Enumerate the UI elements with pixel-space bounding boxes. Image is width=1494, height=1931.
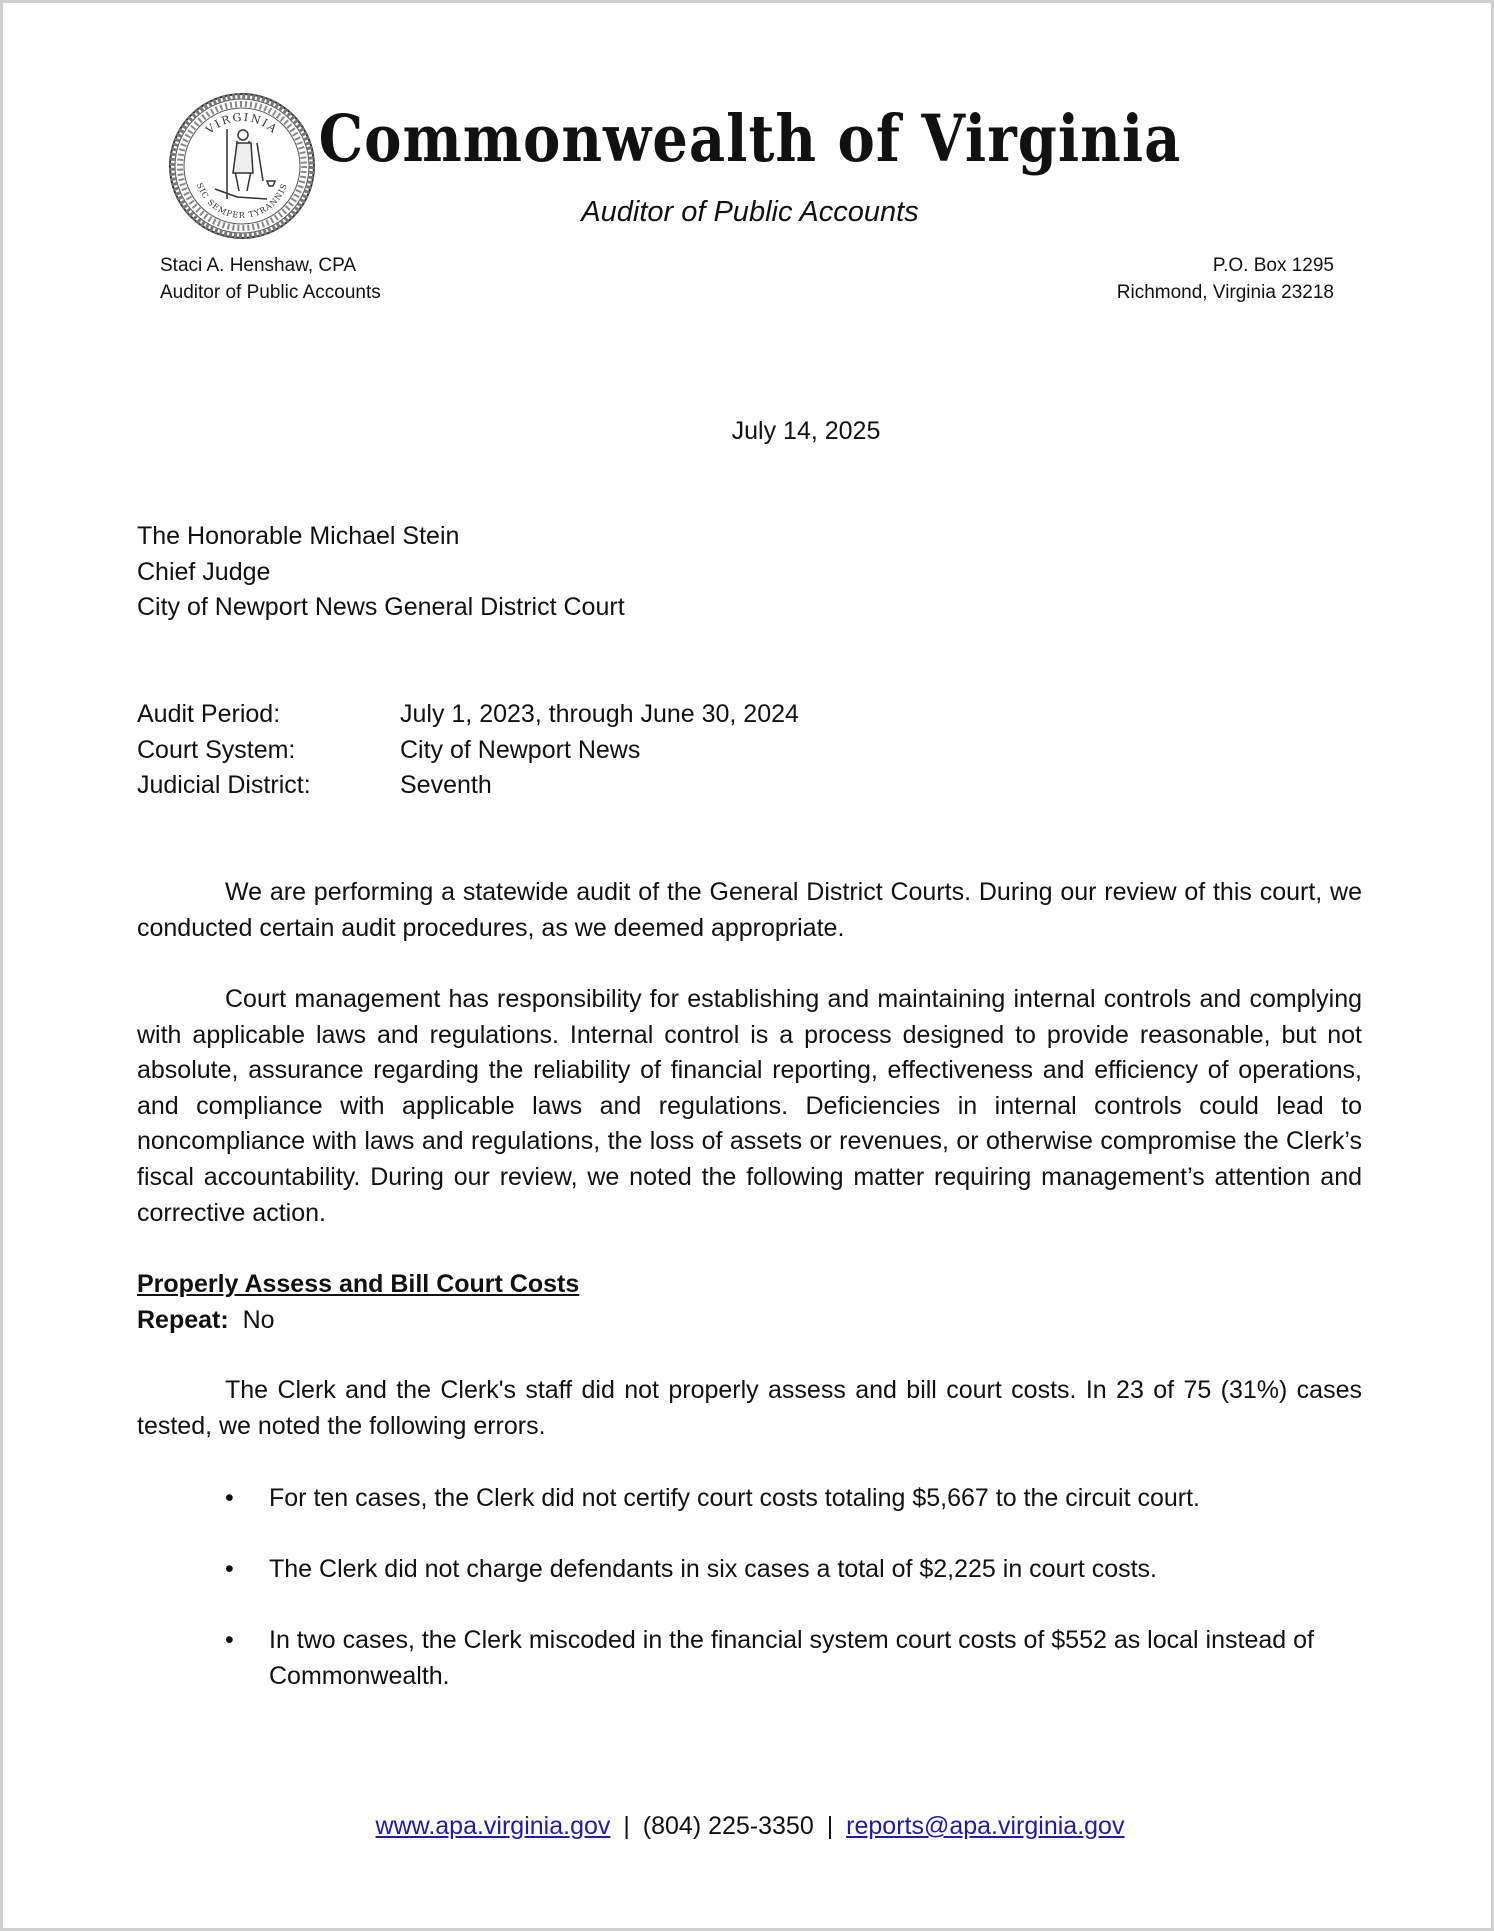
- list-item-text: In two cases, the Clerk miscoded in the financial system court costs of $552 as local instead of Commonwealth.: [269, 1626, 1314, 1690]
- audit-period-label: Audit Period:: [137, 700, 281, 728]
- sender-block: [160, 252, 381, 306]
- sender-title: Auditor of Public Accounts: [160, 282, 381, 303]
- management-paragraph-text: Court management has responsibility for establishing and maintaining internal controls and complying with applicable laws and regulations. Internal control is a process designed to provide reasonable, but not absolute, assurance regarding the reliability of financial reporting, effectiveness and efficiency of operations, and compliance with applicable laws and regulations. Deficiencies in internal controls could lead to noncompliance with laws and regulations, the loss of assets or revenues, or otherwise compromise the Clerk’s fiscal accountability. During our review, we noted the following matter requiring management’s attention and corrective action.: [137, 985, 1362, 1227]
- footer-separator: |: [623, 1812, 630, 1840]
- finding-repeat: [137, 1303, 275, 1339]
- email-link[interactable]: reports@apa.virginia.gov: [846, 1812, 1125, 1840]
- bullet-icon: •: [225, 1484, 234, 1512]
- address-line-1: P.O. Box 1295: [1212, 255, 1334, 276]
- list-item-text: For ten cases, the Clerk did not certify court costs totaling $5,667 to the circuit court.: [269, 1484, 1200, 1512]
- letterhead-subtitle: Auditor of Public Accounts: [581, 196, 919, 228]
- addressee-name: The Honorable Michael Stein: [137, 522, 460, 550]
- phone-number: (804) 225-3350: [642, 1812, 814, 1840]
- repeat-value: No: [242, 1306, 275, 1334]
- bullet-icon: •: [225, 1555, 234, 1584]
- list-item-text: The Clerk did not charge defendants in six cases a total of $2,225 in court costs.: [269, 1555, 1158, 1584]
- mailing-address: [1117, 252, 1334, 306]
- court-system-label: Court System:: [137, 735, 296, 764]
- management-paragraph: [137, 982, 1362, 1231]
- finding-summary-text: The Clerk and the Clerk's staff did not properly assess and bill court costs. In 23 of 75 (31%) cases tested, we noted the following errors.: [137, 1376, 1362, 1440]
- letter-date: July 14, 2025: [731, 417, 881, 445]
- audit-info-row: [137, 697, 799, 733]
- audit-info: [137, 697, 799, 804]
- audit-info-row: [137, 733, 799, 769]
- addressee-block: [137, 519, 625, 626]
- addressee-organization: City of Newport News General District Court: [137, 593, 625, 622]
- addressee-title: Chief Judge: [137, 557, 271, 586]
- website-link[interactable]: www.apa.virginia.gov: [375, 1812, 611, 1840]
- letterhead-title: Commonwealth of Virginia: [318, 101, 1182, 177]
- list-item: [137, 1623, 1362, 1694]
- footer-contact: [3, 1809, 1494, 1844]
- seal-top-text: VIRGINIA: [203, 110, 281, 137]
- bullet-icon: •: [225, 1626, 234, 1655]
- repeat-label: Repeat:: [137, 1306, 229, 1334]
- court-system-value: City of Newport News: [400, 735, 641, 764]
- intro-paragraph-text: We are performing a statewide audit of the General District Courts. During our review of this court, we conducted certain audit procedures, as we deemed appropriate.: [137, 878, 1362, 942]
- list-item: [137, 1552, 1362, 1588]
- audit-period-value: July 1, 2023, through June 30, 2024: [400, 700, 799, 728]
- list-item: [137, 1481, 1362, 1517]
- judicial-district-value: Seventh: [400, 771, 492, 800]
- sender-name: Staci A. Henshaw, CPA: [160, 255, 357, 276]
- finding-title: Properly Assess and Bill Court Costs: [137, 1270, 580, 1298]
- footer-separator: |: [826, 1812, 834, 1840]
- intro-paragraph: [137, 875, 1362, 946]
- seal-bottom-text: SIC SEMPER TYRANNIS: [194, 181, 290, 221]
- finding-summary: [137, 1373, 1362, 1444]
- error-list: [137, 1481, 1362, 1730]
- audit-info-row: [137, 768, 799, 804]
- judicial-district-label: Judicial District:: [137, 771, 311, 800]
- address-line-2: Richmond, Virginia 23218: [1116, 282, 1334, 303]
